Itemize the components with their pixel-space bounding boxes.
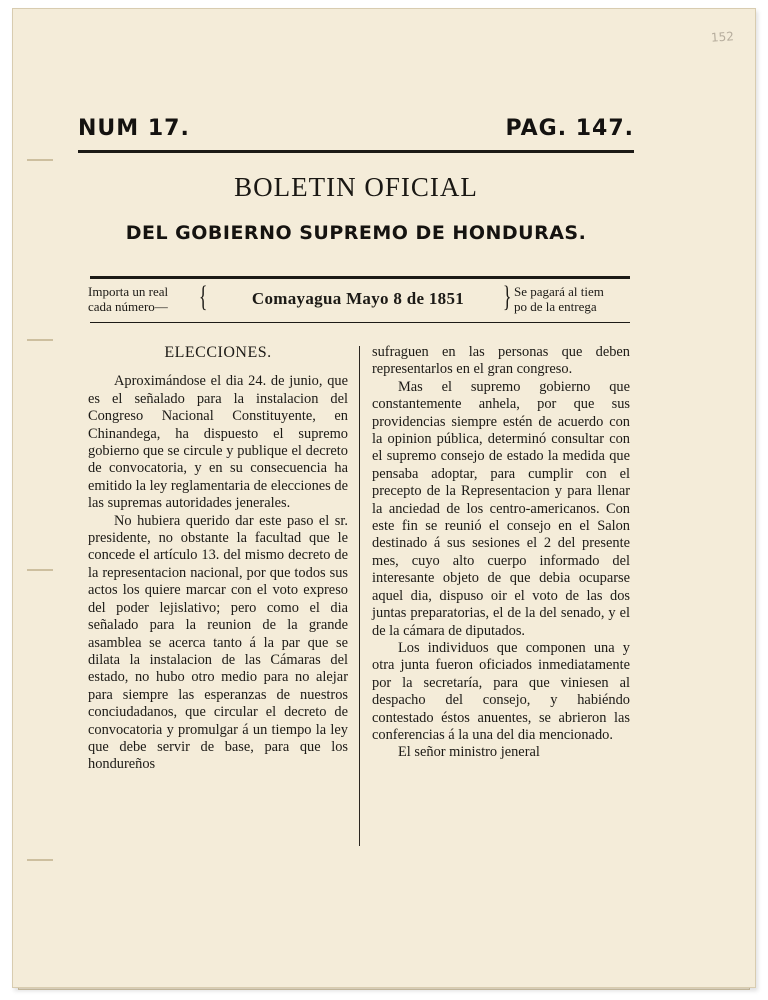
binding-stitch <box>27 159 53 161</box>
left-brace-icon: { <box>198 280 208 313</box>
binding-stitch <box>27 569 53 571</box>
binding-stitch <box>27 859 53 861</box>
price-note-left-line1: Importa un real <box>88 284 169 299</box>
article-paragraph: Mas el supremo gobierno que constantemente anhela, por que sus providencias siempre estén de acuerdo con la opinion pública, determinó consultar con el supremo consejo de estado la medida que pensaba adoptar, para cumplir con el precepto de la Representacion y para llenar la anciedad de los centro-americanos. Con este fin se reunió el consejo en el Salon destinado á sus sesiones el 2 del presente mes, cuyo alto cuerpo informado del interesante objeto de que debia ocuparse aquel dia, dispuso oir el voto de las dos juntas preparatorias, el de la del senado, y el de la cámara de diputados. <box>372 378 630 639</box>
price-note-left <box>88 284 198 314</box>
page-number: PAG. 147. <box>505 116 634 141</box>
price-note-left-line2: cada número— <box>88 299 168 314</box>
masthead-bottom-rule <box>90 276 630 279</box>
newspaper-title: BOLETIN OFICIAL <box>234 172 478 202</box>
right-brace-icon: } <box>502 280 512 313</box>
price-note-right <box>514 284 634 314</box>
dateline: Comayagua Mayo 8 de 1851 <box>251 289 465 308</box>
pencil-page-number: 152 <box>710 29 735 45</box>
article-paragraph: No hubiera querido dar este paso el sr. presidente, no obstante la facultad que le concede el artículo 13. del mismo decreto de la representacion nacional, por que todos sus actos los quiere marcar con el voto expreso del poder lejislativo; pero como el dia señalado para la reunion de la grande asamblea se acerca tanto á la par que se dilata la instalacion de las Cámaras del estado, no hubo otro medio para no alejar para siempre las esperanzas de nuestros conciudadanos, que circular el decreto de convocatoria y promulgar á un tiempo la ley que debe servir de base, para que los hondureños <box>88 512 348 773</box>
masthead-header-row <box>78 116 634 146</box>
binding-stitch <box>27 339 53 341</box>
article-heading: ELECCIONES. <box>164 344 272 361</box>
newspaper-subtitle: DEL GOBIERNO SUPREMO DE HONDURAS. <box>125 222 587 244</box>
masthead-top-rule <box>78 150 634 153</box>
issue-number: NUM 17. <box>78 116 190 141</box>
article-paragraph: Los individuos que componen una y otra junta fueron oficiados inmediatamente por la secretaría, para que viniesen al despacho del consejo, y habiéndo contestado éstos anuentes, se abrieron las conferencias á la una del dia mencionado. <box>372 639 630 743</box>
price-note-right-line2: po de la entrega <box>514 299 597 314</box>
price-note-right-line1: Se pagará al tiem <box>514 284 604 299</box>
subheader-rule <box>90 322 630 323</box>
article-left-column <box>88 344 348 774</box>
article-paragraph: sufraguen en las personas que deben representarlos en el gran congreso. <box>372 344 630 378</box>
column-divider <box>359 346 360 846</box>
article-right-column <box>372 344 630 762</box>
article-paragraph: Aproximándose el dia 24. de junio, que es el señalado para la instalacion del Congreso Nacional Constituyente, en Chinandega, ha dispuesto el supremo gobierno que se circule y publique el decreto de convocatoria, y en su consecuencia ha emitido la ley reglamentaria de elecciones de las supremas autoridades jenerales. <box>88 373 348 512</box>
article-paragraph: El señor ministro jeneral <box>398 744 540 761</box>
